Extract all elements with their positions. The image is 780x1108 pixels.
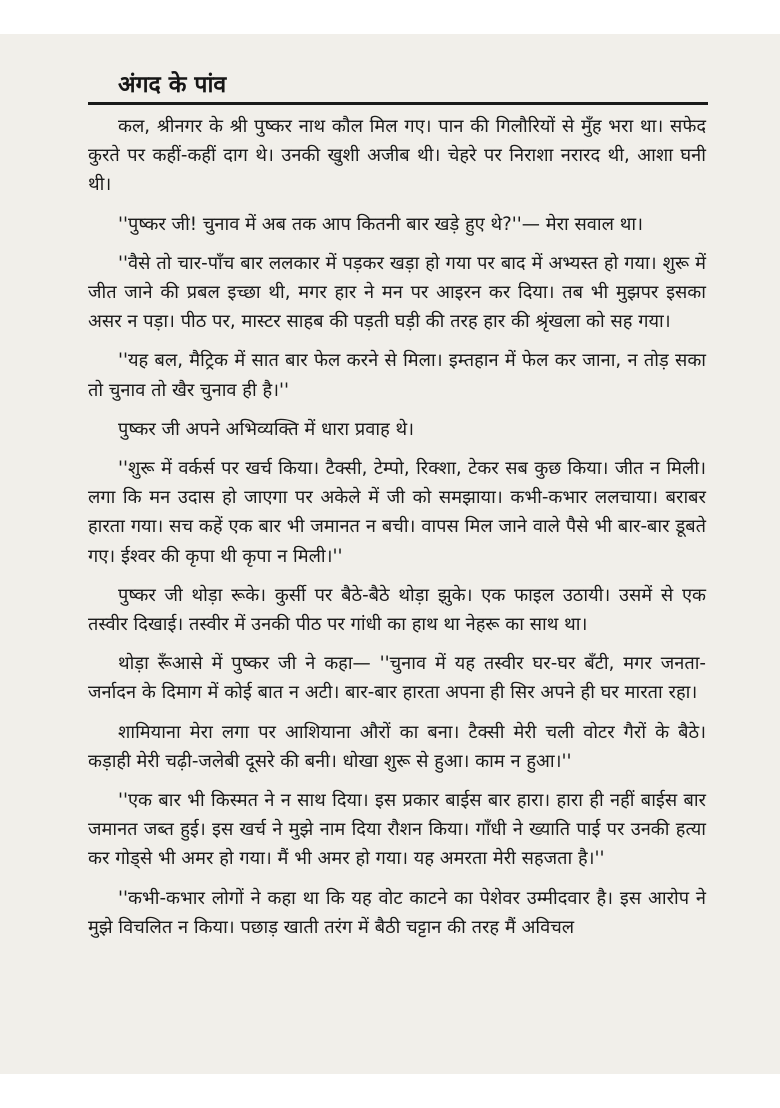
title-underline — [88, 102, 708, 105]
paragraph-3: ''वैसे तो चार-पाँच बार ललकार में पड़कर खड़ा हो गया पर बाद में अभ्यस्त हो गया। शुरू में जीत जाने की प्रबल इच्छा थी, मगर हार ने मन पर आइरन कर दिया। तब भी मुझपर इसका असर न पड़ा। पीठ पर, मास्टर साहब की पड़ती घड़ी की तरह हार की श्रृंखला को सह गया। — [88, 252, 706, 333]
paragraph-11: ''कभी-कभार लोगों ने कहा था कि यह वोट काटने का पेशेवर उम्मीदवार है। इस आरोप ने मुझे विचलित न किया। पछाड़ खाती तरंग में बैठी चट्टान की तरह मैं अविचल — [88, 887, 706, 938]
paragraph-2: ''पुष्कर जी! चुनाव में अब तक आप कितनी बार खड़े हुए थे?''— मेरा सवाल था। — [118, 213, 643, 235]
paragraph-7: पुष्कर जी थोड़ा रूके। कुर्सी पर बैठे-बैठे थोड़ा झुके। एक फाइल उठायी। उसमें से एक तस्वीर दिखाई। तस्वीर में उनकी पीठ पर गांधी का हाथ था नेहरू का साथ था। — [88, 584, 706, 636]
paragraph-1: कल, श्रीनगर के श्री पुष्कर नाथ कौल मिल गए। पान की गिलौरियों से मुँह भरा था। सफेद कुरते पर कहीं-कहीं दाग थे। उनकी खुशी अजीब थी। चेहरे पर निराशा नरारद थी, आशा घनी थी। — [88, 116, 706, 196]
body-text — [88, 112, 706, 952]
paragraph-5: पुष्कर जी अपने अभिव्यक्ति में धारा प्रवाह थे। — [118, 418, 415, 440]
paragraph-4: ''यह बल, मैट्रिक में सात बार फेल करने से मिला। इम्तहान में फेल कर जाना, न तोड़ सका तो चुनाव तो खैर चुनाव ही है।'' — [88, 350, 706, 401]
paragraph-8: थोड़ा रूँआसे में पुष्कर जी ने कहा— ''चुनाव में यह तस्वीर घर-घर बँटी, मगर जनता-जर्नादन के दिमाग में कोई बात न अटी। बार-बार हारता अपना ही सिर अपने ही घर मारता रहा। — [88, 653, 706, 704]
paragraph-10: ''एक बार भी किस्मत ने न साथ दिया। इस प्रकार बाईस बार हारा। हारा ही नहीं बाईस बार जमानत जब्त हुई। इस खर्च ने मुझे नाम दिया रौशन किया। गाँधी ने ख्याति पाई पर उनकी हत्या कर गोड्से भी अमर हो गया। मैं भी अमर हो गया। यह अमरता मेरी सहजता है।'' — [88, 790, 706, 870]
chapter-title: अंगद के पांव — [118, 72, 227, 98]
paragraph-9: शामियाना मेरा लगा पर आशियाना औरों का बना। टैक्सी मेरी चली वोटर गैरों के बैठे। कड़ाही मेरी चढ़ी-जलेबी दूसरे की बनी। धोखा शुरू से हुआ। काम न हुआ।'' — [88, 721, 706, 772]
paragraph-6: ''शुरू में वर्कर्स पर खर्च किया। टैक्सी, टेम्पो, रिक्शा, टेकर सब कुछ किया। जीत न मिली। लगा कि मन उदास हो जाएगा पर अकेले में जी को समझाया। कभी-कभार ललचाया। बराबर हारता गया। सच कहें एक बार भी जमानत न बची। वापस मिल जाने वाले पैसे भी बार-बार डूबते गए। ईश्वर की कृपा थी कृपा न मिली।'' — [88, 458, 706, 567]
